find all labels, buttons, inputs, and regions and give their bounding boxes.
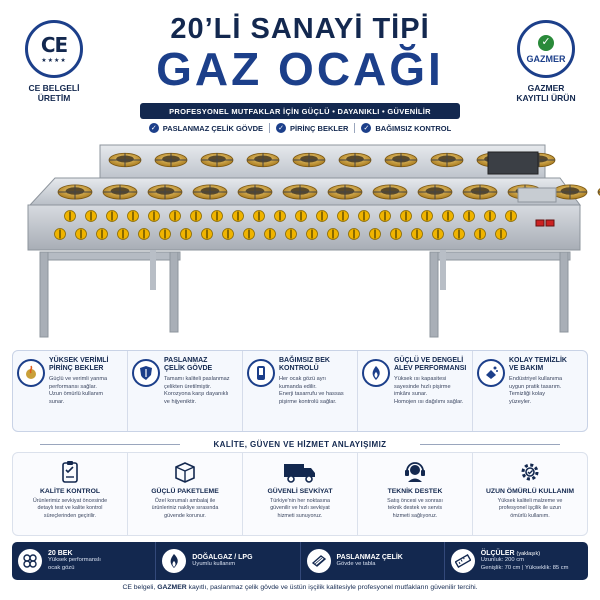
burner-knob (359, 211, 370, 222)
burner (283, 185, 317, 199)
spec-desc: Uyumlu kullanım (192, 560, 236, 567)
burner-knob (97, 229, 108, 240)
check-icon: ✓ (538, 35, 554, 51)
burner-knob (370, 229, 381, 240)
burner (109, 153, 141, 166)
burner-knob (233, 211, 244, 222)
burner (238, 185, 272, 199)
burner-knob (286, 229, 297, 240)
burner-knob (128, 211, 139, 222)
burner-knob (149, 211, 160, 222)
check-icon: ✓ (276, 123, 286, 133)
burner-icon (17, 359, 45, 387)
feature-title: PASLANMAZ ÇELİK GÖVDE (164, 357, 213, 373)
quality-title: UZUN ÖMÜRLÜ KULLANIM (486, 488, 574, 495)
quality-item (358, 453, 473, 535)
burner (148, 185, 182, 199)
burner (418, 185, 452, 199)
check-icon: ✓ (149, 123, 159, 133)
burner-knob (496, 229, 507, 240)
burner (193, 185, 227, 199)
feature-desc: Güçlü ve verimli yanma performansı sağlar. Uzun ömürlü kullanım sunar. (49, 376, 108, 405)
spec-title: 20 BEK (48, 549, 73, 557)
burner-knob (401, 211, 412, 222)
pill-label: PİRİNÇ BEKLER (290, 123, 349, 133)
spec-burners (12, 542, 156, 580)
burner (553, 185, 587, 199)
gazmer-badge-text: GAZMER KAYITLI ÜRÜN (516, 83, 576, 104)
package-icon (132, 458, 238, 486)
pill-brass (276, 123, 348, 133)
burner-knob (443, 211, 454, 222)
burner-knob (475, 229, 486, 240)
burner-knob (328, 229, 339, 240)
burner (58, 185, 92, 199)
pill-steel (149, 123, 263, 133)
ce-stars: ★★★★ (41, 57, 67, 64)
spec-title: PASLANMAZ ÇELİK (336, 553, 403, 561)
burner-knob (244, 229, 255, 240)
quality-item (243, 453, 358, 535)
burner-knob (86, 211, 97, 222)
feature-desc: Yüksek ısı kapasitesi sayesinde hızlı pişirme imkânı sunar. Homojen ısı dağılımı sağlar. (394, 376, 464, 405)
divider (354, 123, 355, 133)
burner (385, 153, 417, 166)
burner (373, 185, 407, 199)
feature-desc: Endüstriyel kullanıma uygun pratik tasarım. Temizliği kolay yüzeyler. (509, 376, 563, 405)
burner-knob (433, 229, 444, 240)
knob-icon (247, 359, 275, 387)
feature-title: YÜKSEK VERİMLİ PİRİNÇ BEKLER (49, 357, 109, 373)
burner-knob (349, 229, 360, 240)
burner-knob (317, 211, 328, 222)
burner-knob (55, 229, 66, 240)
gear-icon (477, 458, 583, 486)
ce-badge-text: CE BELGELİ ÜRETİM (28, 83, 80, 104)
truck-icon (247, 458, 353, 486)
burner-knob (223, 229, 234, 240)
burner-knob (202, 229, 213, 240)
footer-brand: GAZMER (157, 584, 187, 591)
page-title-line1: 20’Lİ SANAYİ TİPİ (170, 13, 430, 45)
burner-knob (485, 211, 496, 222)
burner-knob (107, 211, 118, 222)
burner (431, 153, 463, 166)
pill-label: BAĞIMSIZ KONTROL (375, 123, 452, 133)
burners-icon (18, 549, 42, 573)
footer-text (0, 584, 600, 591)
feature-desc: Tamamı kaliteli paslanmaz çelikten üretilmiştir. Korozyona karşı dayanıklı ve hijyeniktir. (164, 376, 230, 405)
footer-before: CE belgeli, (122, 584, 158, 591)
burner (201, 153, 233, 166)
spec-title (481, 550, 569, 557)
quality-desc: Yüksek kaliteli malzeme ve profesyonel işçilik ile uzun ömürlü kullanım. (497, 498, 563, 519)
burner (247, 153, 279, 166)
feature-pills (140, 123, 460, 133)
spec-bar (12, 542, 588, 580)
feature-flame-performance (358, 351, 473, 431)
section-title: KALİTE, GÜVEN VE HİZMET ANLAYIŞIMIZ (213, 440, 387, 449)
burner-knob (464, 211, 475, 222)
burner-knob (506, 211, 517, 222)
spec-fuel (156, 542, 300, 580)
burner-knob (212, 211, 223, 222)
spec-desc: Uzunluk: 200 cm Genişlik: 70 cm | Yükseklik: 85 cm (480, 556, 569, 571)
gazmer-mark: GAZMER (526, 53, 566, 64)
subtitle-bar: PROFESYONEL MUTFAKLAR İÇİN GÜÇLÜ • DAYANIKLI • GÜVENİLİR (140, 103, 460, 119)
headset-icon (362, 458, 468, 486)
burner-knob (254, 211, 265, 222)
ce-mark: CE (40, 32, 68, 57)
quality-desc: Ürünlerimiz sevkiyat öncesinde detaylı test ve kalite kontrol süreçlerinden geçirilir. (32, 498, 108, 519)
burner (103, 185, 137, 199)
burner (339, 153, 371, 166)
quality-item (13, 453, 128, 535)
feature-steel-body (128, 351, 243, 431)
footer-after: kayıtlı, paslanmaz çelik gövde ve üstün işçilik kalitesiyle profesyonel mutfakların güvenilir tercihi. (186, 584, 478, 591)
burner-knob (412, 229, 423, 240)
clipboard-icon (17, 458, 123, 486)
burner-knob (160, 229, 171, 240)
burner (293, 153, 325, 166)
spec-dimensions (445, 542, 588, 580)
quality-title: GÜÇLÜ PAKETLEME (151, 488, 219, 495)
spec-material (301, 542, 445, 580)
quality-title: GÜVENLİ SEVKİYAT (267, 488, 333, 495)
spec-desc: Yüksek performanslı ocak gözü (48, 556, 101, 571)
steel-sheet-icon (307, 549, 331, 573)
burner-knob (191, 211, 202, 222)
burner-knob (307, 229, 318, 240)
flame-icon (162, 549, 186, 573)
burner-knob (338, 211, 349, 222)
burner-knob (65, 211, 76, 222)
feature-title: BAĞIMSIZ BEK KONTROLÜ (279, 357, 330, 373)
spec-title: DOĞALGAZ / LPG (192, 553, 253, 561)
quality-features (12, 452, 588, 536)
burner-knob (170, 211, 181, 222)
pill-control (361, 123, 451, 133)
feature-title: GÜÇLÜ VE DENGELİ ALEV PERFORMANSI (394, 357, 467, 373)
flame-icon (362, 359, 390, 387)
burner-knob (265, 229, 276, 240)
burner (328, 185, 362, 199)
divider (269, 123, 270, 133)
feature-title: KOLAY TEMİZLİK VE BAKIM (509, 357, 567, 373)
spec-title-note: (yaklaşık) (516, 550, 541, 557)
burner-knob (275, 211, 286, 222)
pill-label: PASLANMAZ ÇELİK GÖVDE (162, 123, 264, 133)
burner-knob (76, 229, 87, 240)
quality-item (473, 453, 587, 535)
shield-icon (132, 359, 160, 387)
spec-desc: Gövde ve tabla (336, 560, 376, 567)
quality-title: TEKNİK DESTEK (387, 488, 443, 495)
feature-easy-cleaning (473, 351, 587, 431)
burner-knob (454, 229, 465, 240)
page-title-line2: GAZ OCAĞI (156, 43, 444, 95)
feature-desc: Her ocak gözü ayrı kumanda edilir. Enerji tasarrufu ve hassas pişirme kontrolü sağlar. (279, 376, 344, 405)
gas-stove-image (0, 140, 600, 340)
ruler-icon (451, 549, 475, 573)
burner-knob (380, 211, 391, 222)
quality-desc: Türkiye'nin her noktasına güvenilir ve hızlı sevkiyat hizmeti sunuyoruz. (269, 498, 331, 519)
burner-knob (181, 229, 192, 240)
quality-title: KALİTE KONTROL (39, 488, 101, 495)
feature-brass-burner (13, 351, 128, 431)
burner-knob (296, 211, 307, 222)
features-primary (12, 350, 588, 432)
quality-item (128, 453, 243, 535)
burner-knob (139, 229, 150, 240)
quality-desc: Özel korumalı ambalaj ile ürünleriniz nakliye sırasında güvende korunur. (151, 498, 219, 519)
burner-knob (118, 229, 129, 240)
quality-desc: Satış öncesi ve sonrası teknik destek ve servis hizmeti sağlıyoruz. (387, 498, 443, 519)
burner-knob (391, 229, 402, 240)
burner (155, 153, 187, 166)
spec-title-text: ÖLÇÜLER (480, 549, 515, 557)
check-icon: ✓ (361, 123, 371, 133)
cleaning-icon (477, 359, 505, 387)
feature-independent-control (243, 351, 358, 431)
burner-knob (422, 211, 433, 222)
burner (463, 185, 497, 199)
